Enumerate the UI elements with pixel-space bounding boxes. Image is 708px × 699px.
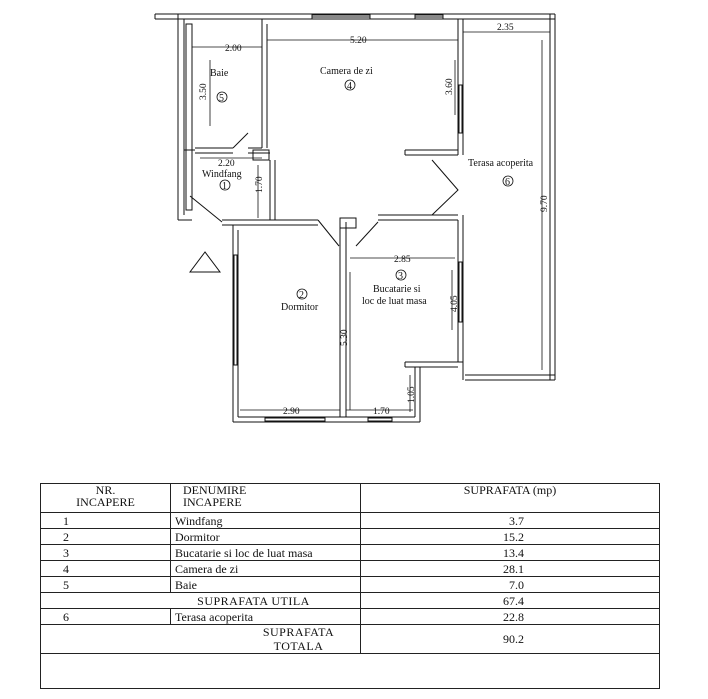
header-name-line2: INCAPERE [183, 495, 242, 509]
room-labels [202, 66, 534, 313]
header-area: SUPRAFATA (mp) [361, 484, 660, 513]
room-number: 3 [398, 271, 403, 282]
util-value: 67.4 [361, 593, 660, 609]
room-number: 2 [299, 290, 304, 301]
dimension-label: 3.50 [199, 83, 209, 100]
area-table [40, 483, 660, 689]
room-name: Baie [210, 68, 229, 79]
table-row [41, 513, 660, 529]
header-name [171, 484, 361, 513]
room-name: Bucatarie si [373, 284, 421, 295]
table-row [41, 577, 660, 593]
cell-name: Bucatarie si loc de luat masa [171, 545, 361, 561]
cell-area: 3.7 [361, 513, 660, 529]
cell-name: Camera de zi [171, 561, 361, 577]
header-nr [41, 484, 171, 513]
dimension-label: 1.70 [255, 176, 265, 193]
cell-area: 7.0 [361, 577, 660, 593]
dimension-label: 2.35 [497, 23, 514, 33]
cell-area: 13.4 [361, 545, 660, 561]
cell-name: Terasa acoperita [171, 609, 361, 625]
room-number: 4 [347, 81, 352, 92]
cell-nr: 1 [41, 513, 171, 529]
blank-row [41, 654, 660, 689]
dimension-label: 3.60 [445, 78, 455, 95]
total-row [41, 625, 660, 654]
room-number: 6 [505, 177, 510, 188]
room-number: 5 [219, 93, 224, 104]
triangle-icon [190, 252, 220, 272]
header-nr-line1: NR. [95, 483, 116, 497]
dimension-label: 2.00 [225, 44, 242, 54]
cell-area: 15.2 [361, 529, 660, 545]
room-name: Windfang [202, 169, 242, 180]
room-name: Camera de zi [320, 66, 373, 77]
left-wall [178, 14, 195, 220]
exterior-wall [155, 14, 555, 19]
header-name-line1: DENUMIRE [183, 483, 247, 497]
table-header-row [41, 484, 660, 513]
cell-nr: 4 [41, 561, 171, 577]
cell-nr: 3 [41, 545, 171, 561]
cell-nr: 6 [41, 609, 171, 625]
cell-name: Windfang [171, 513, 361, 529]
room-name: loc de luat masa [362, 296, 427, 307]
total-label: SUPRAFATA TOTALA [41, 625, 361, 654]
dimension-lines [192, 32, 550, 412]
dimension-label: 1.05 [407, 386, 417, 403]
dimension-label: 5.30 [340, 329, 350, 346]
living-wall [405, 19, 463, 215]
table-row [41, 561, 660, 577]
dimension-label: 4.05 [450, 295, 460, 312]
table-row [41, 529, 660, 545]
dimension-label: 2.90 [283, 407, 300, 417]
header-nr-line2: INCAPERE [76, 495, 135, 509]
cell-nr: 5 [41, 577, 171, 593]
util-label: SUPRAFATA UTILA [41, 593, 361, 609]
room-number: 1 [222, 181, 227, 192]
table-row [41, 609, 660, 625]
dimension-label: 9.70 [540, 195, 550, 212]
dimension-label: 2.20 [218, 159, 235, 169]
cell-name: Dormitor [171, 529, 361, 545]
cell-name: Baie [171, 577, 361, 593]
cell-area: 22.8 [361, 609, 660, 625]
dimension-label: 1.70 [373, 407, 390, 417]
cell-area: 28.1 [361, 561, 660, 577]
room-name: Terasa acoperita [468, 158, 534, 169]
table-row [41, 545, 660, 561]
blank-cell [41, 654, 660, 689]
util-row [41, 593, 660, 609]
dimension-label: 5.20 [350, 36, 367, 46]
total-value: 90.2 [361, 625, 660, 654]
room-name: Dormitor [281, 302, 319, 313]
bedroom-wall [233, 218, 420, 422]
cell-nr: 2 [41, 529, 171, 545]
dimension-label: 2.85 [394, 255, 411, 265]
